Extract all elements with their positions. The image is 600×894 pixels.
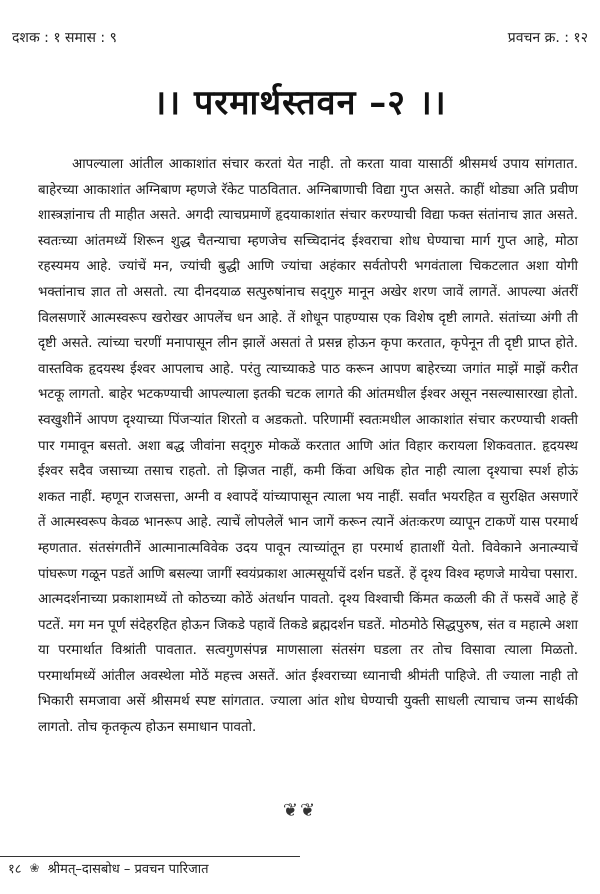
ornament-divider: ❦❦: [282, 800, 318, 821]
page-number: १८: [8, 862, 22, 877]
page-footer: [8, 859, 209, 877]
footer-divider: [0, 856, 300, 857]
book-title: श्रीमत्–दासबोध – प्रवचन पारिजात: [47, 862, 209, 877]
dashak-samas-label: दशक : १ समास : ९: [12, 30, 117, 46]
page-header: [12, 28, 588, 47]
page-title: ।। परमार्थस्तवन –२ ।।: [153, 83, 447, 123]
flower-icon: ❀: [29, 861, 40, 875]
pravachan-number: प्रवचन क्र. : १२: [507, 30, 588, 46]
body-paragraph: आपल्याला आंतील आकाशांत संचार करतां येत नाही. तो करता यावा यासाठीं श्रीसमर्थ उपाय सांगतात. बाहेरच्या आकाशांत अग्निबाण म्हणजे रॅकेट पाठवितात. अग्निबाणाची विद्या गुप्त असते. काहीं थोड्या अति प्रवीण शास्त्रज्ञांनाच ती माहीत असते. अगदी त्याचप्रमाणें हृदयाकाशांत संचार करण्याची विद्या फक्त संतांनाच ज्ञात असते. स्वतःच्या आंतमध्यें शिरून शुद्ध चैतन्याचा म्हणजेच सच्चिदानंद ईश्वराचा शोध घेण्याचा मार्ग गुप्त आहे, मोठा रहस्यमय आहे. ज्यांचें मन, ज्यांची बुद्धी आणि ज्यांचा अहंकार सर्वतोपरी भगवंताला चिकटलात अशा योगी भक्तांनाच ज्ञात तो असतो. त्या दीनदयाळ सत्पुरुषांनाच सद्‌गुरु मानून अखेर शरण जावें लागतें. आपल्या अंतरीं विलसणारें आत्मस्वरूप खरोखर आपलेंच धन आहे. तें शोधून पाहण्यास एक विशेष दृष्टी लागते. संतांच्या अंगी ती दृष्टी असते. त्यांच्या चरणीं मनापासून लीन झालें असतां ते प्रसन्न होऊन कृपा करतात, कृपेनून ती दृष्टी प्राप्त होते. वास्तविक हृदयस्थ ईश्वर आपलाच आहे. परंतु त्याच्याकडे पाठ करून आपण बाहेरच्या जगांत माझें माझें करीत भटकू लागतो. बाहेर भटकण्याची आपल्याला इतकी चटक लागते की आंतमधील ईश्वर असून नसल्यासारखा होतो. स्वखुशीनें आपण दृश्याच्या पिंजऱ्यांत शिरतो व अडकतो. परिणामीं स्वतःमधील आकाशांत संचार करण्याची शक्ती पार गमावून बसतो. अशा बद्ध जीवांना सद्‌गुरु मोकळें करतात आणि आंत विहार करायला शिकवतात. हृदयस्थ ईश्वर सदैव जसाच्या तसाच राहतो. तो झिजत नाहीं, कमी किंवा अधिक होत नाही त्याला दृश्याचा स्पर्श होऊं शकत नाहीं. म्हणून राजसत्ता, अग्नी व श्वापदें यांच्यापासून त्याला भय नाहीं. सर्वांत भयरहित व सुरक्षित असणारें तें आत्मस्वरूप केवळ भानरूप आहे. त्याचें लोपलेलें भान जागें करून त्यानें अंतःकरण व्यापून टाकणें यास परमार्थ म्हणतात. संतसंगतीनें आत्मानात्मविवेक उदय पावून त्याच्यांतून हा परमार्थ हाताशीं येतो. विवेकाने अनात्म्याचें पांघरूण गळून पडतें आणि बसल्या जागीं स्वयंप्रकाश आत्मसूर्याचें दर्शन घडतें. हें दृश्य विश्व म्हणजे मायेचा पसारा. आत्मदर्शनाच्या प्रकाशामध्यें तो कोठच्या कोठें अंतर्धान पावतो. दृश्य विश्वाची किंमत कळली की तें फसवें आहे हें पटतें. मग मन पूर्ण संदेहरहित होऊन जिकडे पहावें तिकडे ब्रह्मदर्शन घडतें. मोठमोठे सिद्धपुरुष, संत व महात्मे अशा या परमार्थात विश्रांती पावतात. सत्वगुणसंपन्न माणसाला संतसंग घडला तर तोच विसावा त्याला मिळतो. परमार्थामध्यें आंतील अवस्थेला मोठें महत्त्व असतें. आंत ईश्वराच्या ध्यानाची श्रीमंती पाहिजे. ती ज्याला नाही तो भिकारी समजावा असें श्रीसमर्थ स्पष्ट सांगतात. ज्याला आंत शोध घेण्याची युक्ती साधली त्याचाच जन्म सार्थकी लागतो. तोच कृतकृत्य होऊन समाधान पावतो.: [38, 157, 578, 736]
